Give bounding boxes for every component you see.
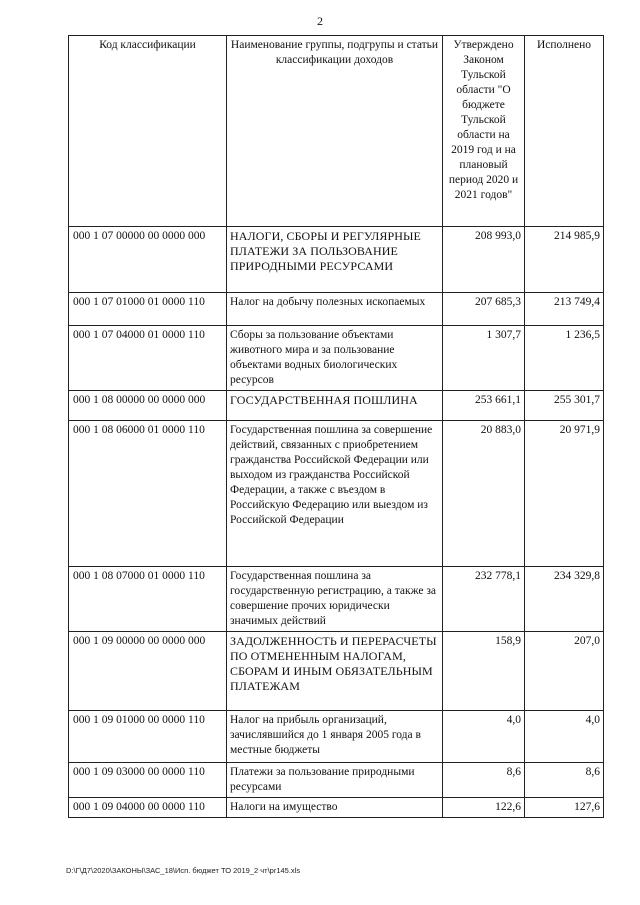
row-name: Платежи за пользование природными ресурсами: [227, 763, 443, 798]
row-executed: 8,6: [525, 763, 604, 798]
table-row: [69, 567, 604, 632]
row-name: НАЛОГИ, СБОРЫ И РЕГУЛЯРНЫЕ ПЛАТЕЖИ ЗА ПОЛЬЗОВАНИЕ ПРИРОДНЫМИ РЕСУРСАМИ: [227, 227, 443, 293]
table-row: [69, 711, 604, 763]
page-number: 2: [317, 14, 323, 28]
row-code: 000 1 08 00000 00 0000 000: [69, 391, 227, 421]
row-code: 000 1 07 00000 00 0000 000: [69, 227, 227, 293]
row-code: 000 1 09 04000 00 0000 110: [69, 798, 227, 818]
row-approved: 253 661,1: [443, 391, 525, 421]
row-name: ЗАДОЛЖЕННОСТЬ И ПЕРЕРАСЧЕТЫ ПО ОТМЕНЕННЫМ НАЛОГАМ, СБОРАМ И ИНЫМ ОБЯЗАТЕЛЬНЫМ ПЛАТЕЖАМ: [227, 632, 443, 711]
row-name: Налоги на имущество: [227, 798, 443, 818]
footer-file-path: D:\Г\Д7\2020\ЗАКОНЫ\ЗАС_18\Исп. бюджет ТО 2019_2 чт\pr145.xls: [66, 866, 301, 875]
header-code: Код классификации: [69, 36, 227, 227]
table-row: [69, 632, 604, 711]
table-row: [69, 421, 604, 567]
table-row: [69, 293, 604, 326]
row-approved: 8,6: [443, 763, 525, 798]
table-row: [69, 391, 604, 421]
row-code: 000 1 09 03000 00 0000 110: [69, 763, 227, 798]
row-approved: 1 307,7: [443, 326, 525, 391]
row-name: Сборы за пользование объектами животного мира и за пользование объектами водных биологических ресурсов: [227, 326, 443, 391]
row-approved: 207 685,3: [443, 293, 525, 326]
row-name: ГОСУДАРСТВЕННАЯ ПОШЛИНА: [227, 391, 443, 421]
row-code: 000 1 08 06000 01 0000 110: [69, 421, 227, 567]
table-row: [69, 798, 604, 818]
row-executed: 20 971,9: [525, 421, 604, 567]
row-executed: 4,0: [525, 711, 604, 763]
header-executed: Исполнено: [525, 36, 604, 227]
header-name: Наименование группы, подгрупы и статьи классификации доходов: [227, 36, 443, 227]
row-code: 000 1 09 00000 00 0000 000: [69, 632, 227, 711]
row-approved: 232 778,1: [443, 567, 525, 632]
row-approved: 158,9: [443, 632, 525, 711]
row-executed: 213 749,4: [525, 293, 604, 326]
row-approved: 4,0: [443, 711, 525, 763]
row-executed: 127,6: [525, 798, 604, 818]
row-executed: 255 301,7: [525, 391, 604, 421]
header-approved: Утверждено Законом Тульской области "О бюджете Тульской области на 2019 год и на плановый период 2020 и 2021 годов": [443, 36, 525, 227]
row-executed: 234 329,8: [525, 567, 604, 632]
row-executed: 207,0: [525, 632, 604, 711]
row-code: 000 1 07 01000 01 0000 110: [69, 293, 227, 326]
row-name: Налог на добычу полезных ископаемых: [227, 293, 443, 326]
row-executed: 214 985,9: [525, 227, 604, 293]
row-name: Налог на прибыль организаций, зачислявшийся до 1 января 2005 года в местные бюджеты: [227, 711, 443, 763]
table-header-row: [69, 36, 604, 227]
table-row: [69, 326, 604, 391]
table-row: [69, 763, 604, 798]
row-approved: 20 883,0: [443, 421, 525, 567]
row-name: Государственная пошлина за совершение действий, связанных с приобретением гражданства Российской Федерации или выходом из гражданства Российской Федерации, а также с въездом в Российскую Федерацию или выездом из Российской Федерации: [227, 421, 443, 567]
table-row: [69, 227, 604, 293]
row-executed: 1 236,5: [525, 326, 604, 391]
row-name: Государственная пошлина за государственную регистрацию, а также за совершение прочих юридически значимых действий: [227, 567, 443, 632]
revenue-table: [68, 35, 604, 818]
row-code: 000 1 09 01000 00 0000 110: [69, 711, 227, 763]
row-code: 000 1 07 04000 01 0000 110: [69, 326, 227, 391]
row-code: 000 1 08 07000 01 0000 110: [69, 567, 227, 632]
row-approved: 122,6: [443, 798, 525, 818]
row-approved: 208 993,0: [443, 227, 525, 293]
